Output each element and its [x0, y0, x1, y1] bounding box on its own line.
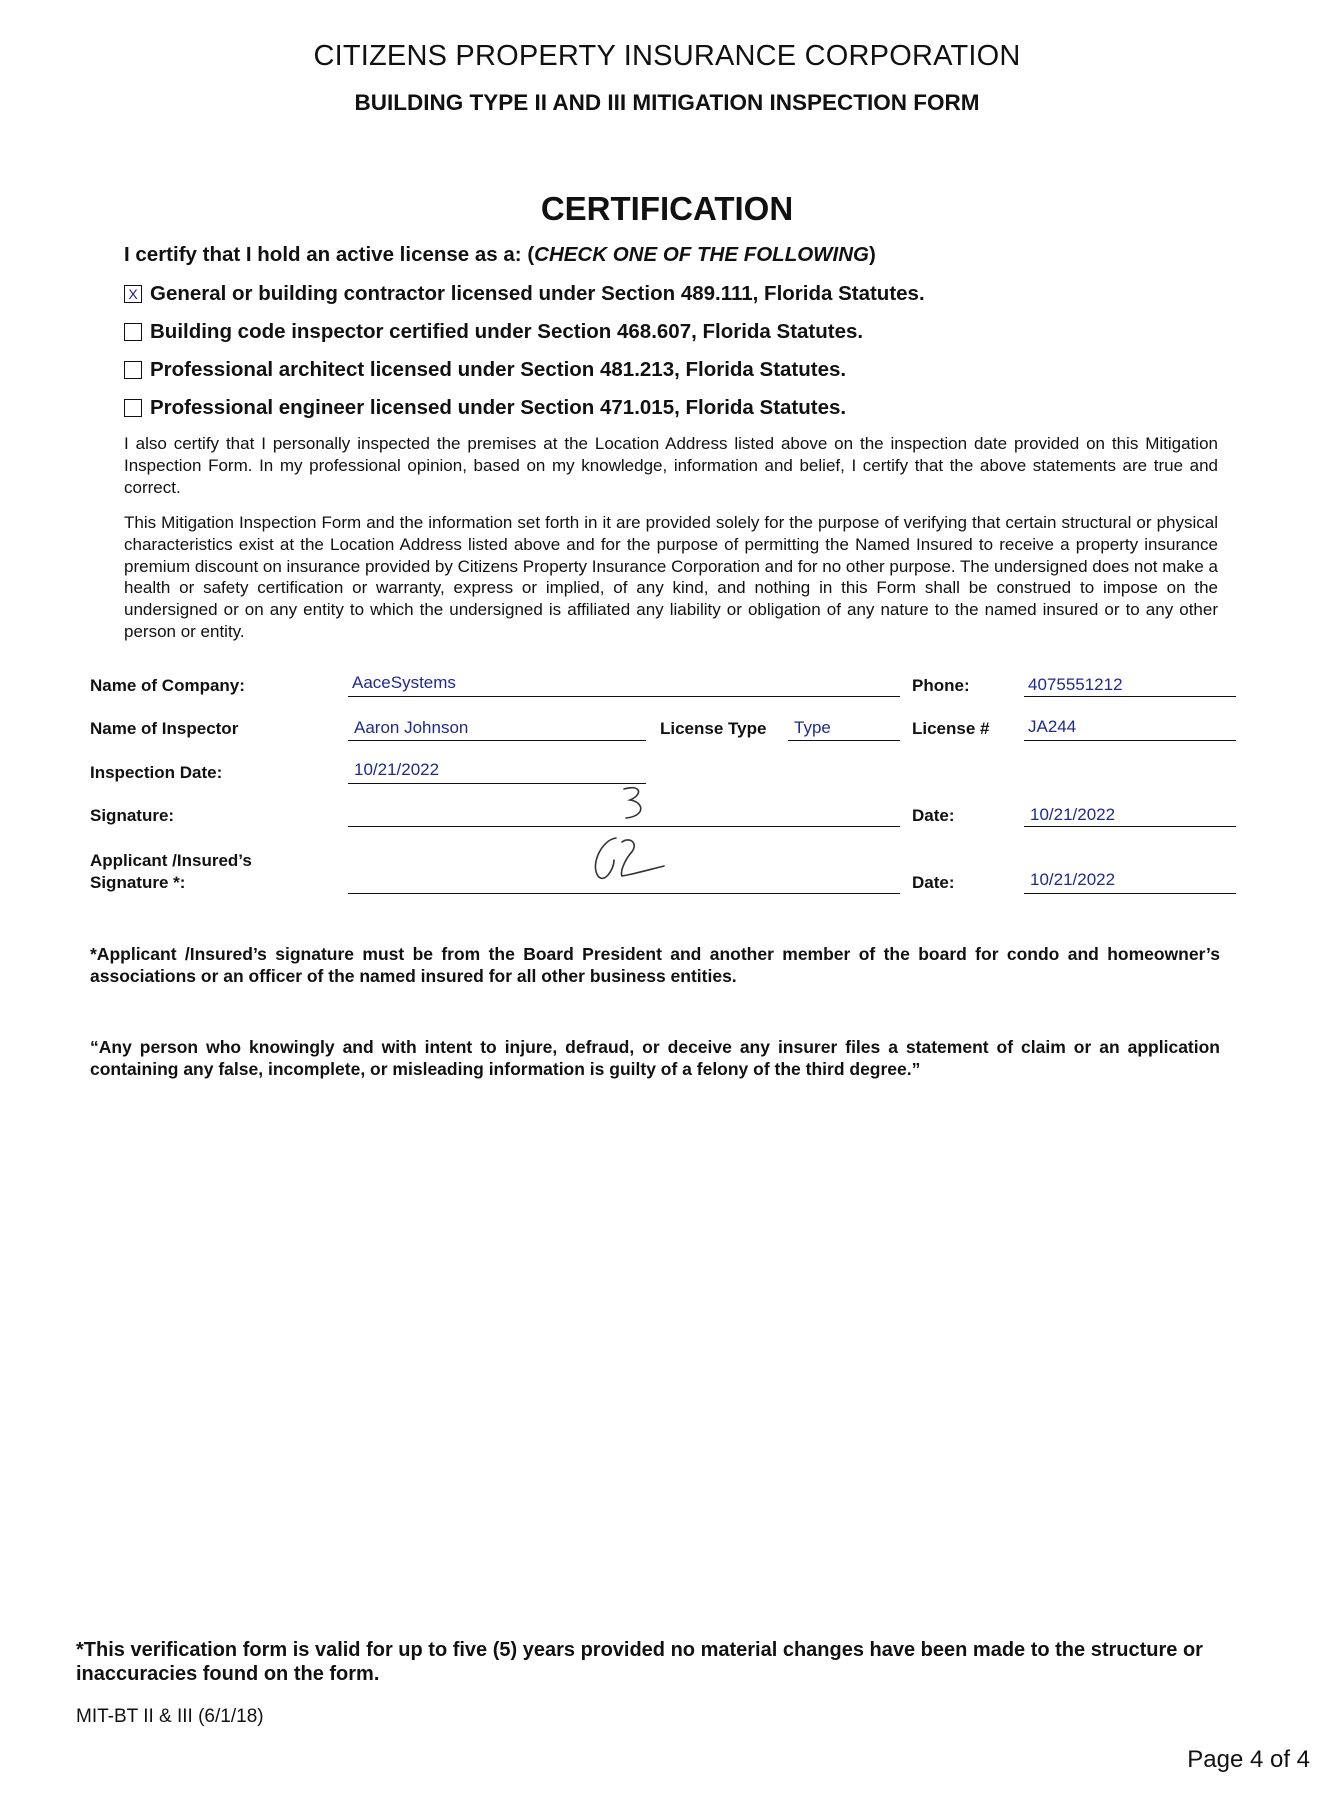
page-number: Page 4 of 4 [1187, 1746, 1310, 1773]
prompt-emphasis: CHECK ONE OF THE FOLLOWING [534, 243, 869, 266]
validity-note: *This verification form is valid for up to five (5) years provided no material changes have been made to the structure or inaccuracies found on the form. [76, 1639, 1203, 1685]
company-label: Name of Company: [90, 676, 245, 695]
signature-date-label: Date: [912, 806, 955, 825]
phone-underline [1024, 696, 1236, 697]
form-code: MIT-BT II & III (6/1/18) [76, 1706, 264, 1727]
option-label-engineer: Professional engineer licensed under Section 471.015, Florida Statutes. [150, 396, 847, 419]
applicant-signature-underline [348, 893, 900, 894]
license-number-value[interactable]: JA244 [1028, 717, 1077, 736]
applicant-label-line2: Signature *: [90, 873, 186, 892]
certification-statement: I also certify that I personally inspected the premises at the Location Address listed above on the inspection date provided on this Mitigation Inspection Form. In my professional opinion, based on my knowledge, information and belief, I certify that the above statements are true and correct. [124, 434, 1218, 497]
signature-underline [348, 826, 900, 827]
inspection-date-underline [348, 783, 646, 784]
applicant-date-value[interactable]: 10/21/2022 [1030, 870, 1116, 889]
checkbox-engineer[interactable] [124, 399, 142, 417]
inspector-value[interactable]: Aaron Johnson [354, 718, 469, 737]
inspection-date-label: Inspection Date: [90, 763, 223, 782]
checkbox-contractor[interactable]: X [124, 285, 142, 303]
felony-warning: “Any person who knowingly and with intent to injure, defraud, or deceive any insurer files a statement of claim or an application containing any false, incomplete, or misleading information is guilty of a felony of the third degree.” [90, 1037, 1220, 1079]
license-option-architect[interactable] [124, 358, 846, 382]
license-type-underline [788, 740, 900, 741]
prompt-prefix: I certify that I hold an active license as a: ( [124, 243, 535, 266]
applicant-date-underline [1024, 893, 1236, 894]
phone-label: Phone: [912, 676, 970, 695]
inspector-label: Name of Inspector [90, 719, 239, 738]
option-label-code-inspector: Building code inspector certified under Section 468.607, Florida Statutes. [150, 320, 864, 343]
license-option-contractor[interactable] [124, 282, 925, 306]
signature-date-value[interactable]: 10/21/2022 [1030, 805, 1116, 824]
signature-label: Signature: [90, 806, 175, 825]
company-value[interactable]: AaceSystems [352, 673, 456, 692]
disclaimer-statement: This Mitigation Inspection Form and the information set forth in it are provided solely for the purpose of verifying that certain structural or physical characteristics exist at the Location Address listed above and for the purpose of permitting the Named Insured to receive a property insurance premium discount on insurance provided by Citizens Property Insurance Corporation and for no other purpose. The undersigned does not make a health or safety certification or warranty, express or implied, of any kind, and nothing in this Form shall be construed to impose on the undersigned or on any entity to which the undersigned is affiliated any liability or obligation of any nature to the named insured or to any other person or entity. [124, 513, 1218, 641]
signature-date-underline [1024, 826, 1236, 827]
prompt-suffix: ) [868, 243, 876, 266]
applicant-signature-note: *Applicant /Insured’s signature must be from the Board President and another member of the board for condo and homeowner’s associations or an officer of the named insured for all other business entities. [90, 944, 1220, 986]
option-label-architect: Professional architect licensed under Section 481.213, Florida Statutes. [150, 358, 847, 381]
applicant-date-label: Date: [912, 873, 955, 892]
license-type-label: License Type [660, 719, 767, 738]
inspector-underline [348, 740, 646, 741]
applicant-signature-label [90, 850, 252, 894]
company-underline [348, 696, 900, 697]
organization-title: CITIZENS PROPERTY INSURANCE CORPORATION [313, 40, 1021, 72]
checkbox-architect[interactable] [124, 361, 142, 379]
license-option-code-inspector[interactable] [124, 320, 863, 344]
phone-value[interactable]: 4075551212 [1028, 675, 1123, 694]
form-title: BUILDING TYPE II AND III MITIGATION INSPECTION FORM [354, 90, 980, 115]
checkbox-code-inspector[interactable] [124, 323, 142, 341]
license-prompt [124, 243, 876, 267]
applicant-signature[interactable] [580, 830, 670, 890]
license-number-underline [1024, 740, 1236, 741]
license-type-value[interactable]: Type [794, 718, 831, 737]
inspector-signature[interactable] [610, 784, 670, 824]
inspection-date-value[interactable]: 10/21/2022 [354, 760, 440, 779]
license-number-label: License # [912, 719, 990, 738]
license-option-engineer[interactable] [124, 396, 846, 420]
applicant-label-line1: Applicant /Insured’s [90, 851, 252, 870]
section-heading: CERTIFICATION [540, 190, 794, 227]
option-label-contractor: General or building contractor licensed under Section 489.111, Florida Statutes. [150, 282, 925, 305]
